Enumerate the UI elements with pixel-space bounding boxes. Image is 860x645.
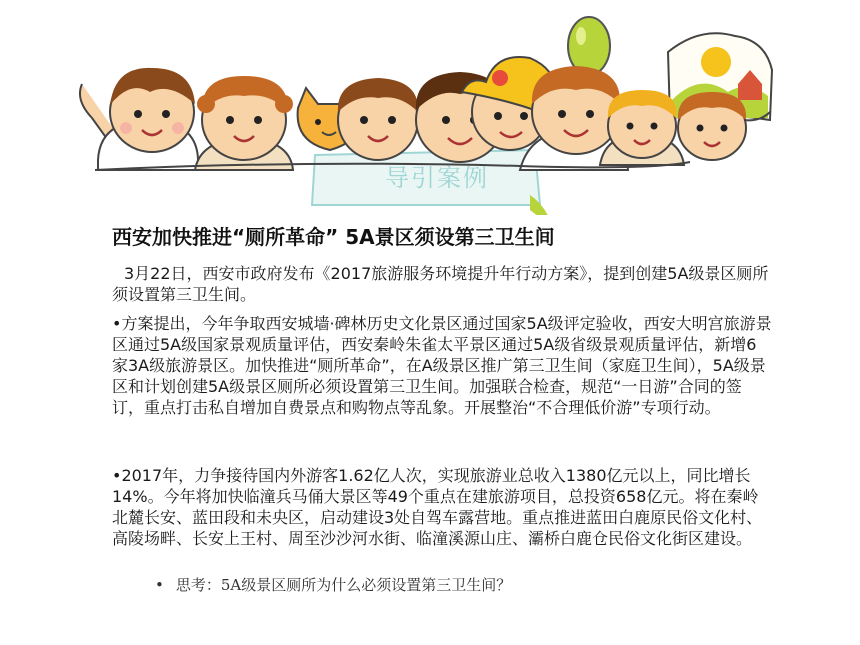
guide-case-label: 导引案例: [385, 164, 489, 192]
think-question-text: 思考：5A级景区厕所为什么必须设置第三卫生间？: [175, 576, 512, 594]
think-bullet: •: [155, 576, 164, 594]
kid-7-icon: [600, 90, 684, 165]
think-question: [155, 574, 511, 595]
article-headline: 西安加快推进“厕所革命” 5A景区须设第三卫生间: [112, 225, 555, 249]
kid-2-icon: [195, 76, 293, 170]
kid-3-icon: [338, 78, 418, 160]
article-paragraph-1: 3月22日，西安市政府发布《2017旅游服务环境提升年行动方案》，提到创建5A级景区厕所须设置第三卫生间。: [112, 264, 769, 304]
article-paragraph-3: •2017年，力争接待国内外游客1.62亿人次，实现旅游业总收入1380亿元以上，同比增长14%。今年将加快临潼兵马俑大景区等49个重点在建旅游项目，总投资658亿元。将在秦岭北麓长安、蓝田段和未央区，启动建设3处自驾车露营地。重点推进蓝田白鹿原民俗文化村、高陵场畔、长安上王村、周至沙沙河水街、临潼溪源山庄、灞桥白鹿仓民俗文化街区建设。: [112, 466, 763, 548]
kid-1-icon: [80, 68, 198, 170]
article-paragraph-2: •方案提出，今年争取西安城墙·碑林历史文化景区通过国家5A级评定验收，西安大明宫旅游景区通过5A级国家景观质量评估，西安秦岭朱雀太平景区通过5A级省级景观质量评估，新增6家3A级旅游景区。加快推进“厕所革命”，在A级景区推广第三卫生间（家庭卫生间），5A级景区和计划创建5A级景区厕所必须设置第三卫生间。加强联合检查，规范“一日游”合同的签订，重点打击私自增加自费景点和购物点等乱象。开展整治“不合理低价游”专项行动。: [112, 314, 772, 417]
